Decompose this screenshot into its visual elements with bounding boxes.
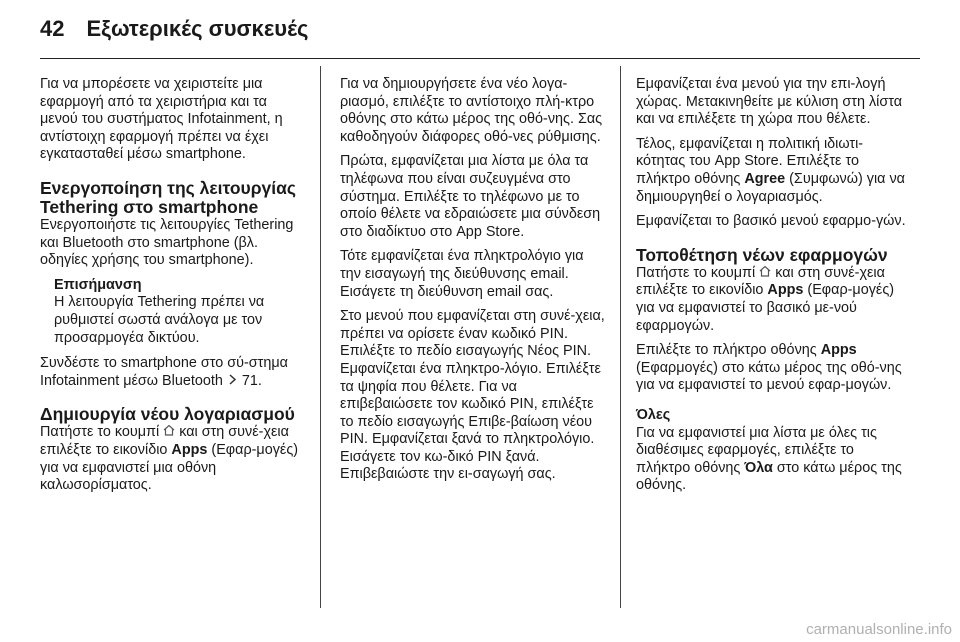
text-span: (Εφαρ-μογές) για να εμφανιστεί μια οθόνη καλωσορίσματος. [40, 441, 299, 494]
page-number: 42 [40, 16, 65, 41]
paragraph: Εμφανίζεται το βασικό μενού εφαρμο-γών. [636, 213, 906, 230]
text-span: Πατήστε το κουμπί [636, 264, 756, 281]
connect-text: Συνδέστε το smartphone στο σύ-στημα Infotainment μέσω Bluetooth [40, 355, 288, 389]
apps-label: Apps [767, 282, 804, 299]
text-span: Πατήστε το κουμπί [40, 424, 160, 441]
install-paragraph [636, 265, 906, 335]
text-span: στο κάτω μέρος της οθόνης. [636, 459, 902, 494]
apps-label: Apps [820, 342, 857, 359]
text-span: και στη συνέ-χεια επιλέξτε το εικονίδιο [40, 424, 289, 458]
text-span: (Εφαρ-μογές) για να εμφανιστεί το βασικό με-νού εφαρμογών. [636, 282, 895, 334]
tethering-heading: Ενεργοποίηση της λειτουργίας Tethering στο smartphone [40, 177, 296, 217]
note-title: Επισήμανση [54, 276, 142, 293]
page-reference-link[interactable]: 71. [241, 372, 262, 389]
chapter-title: Εξωτερικές συσκευές [86, 16, 309, 41]
intro-paragraph: Για να μπορέσετε να χειριστείτε μια εφαρμογή από τα χειριστήρια και τα μενού του συστήματος Infotainment, η αντίστοιχη εφαρμογή πρέπει να έχει εγκατασταθεί μέσω smartphone. [40, 76, 283, 163]
tethering-paragraph: Ενεργοποιήστε τις λειτουργίες Tethering και Bluetooth στο smartphone (βλ. οδηγίες χρήσης του smartphone). [40, 216, 294, 269]
column-divider-2 [620, 66, 621, 608]
install-apps-heading: Τοποθέτηση νέων εφαρμογών [636, 244, 888, 265]
paragraph: Στο μενού που εμφανίζεται στη συνέ-χεια, πρέπει να ορίσετε έναν κωδικό PIN. Επιλέξτε το πεδίο εισαγωγής Νέος PIN. Εμφανίζεται ένα πληκτρο-λόγιο. Επιλέξτε τα ψηφία που θέλετε. Για να επιβεβαιώσετε τον κωδικό PIN, επιλέξτε το πεδίο εισαγωγής Επιβε-βαίωση νέου PIN. Εμφανίζεται ξανά το πληκτρολόγιο. Εισάγετε τον κω-δικό PIN ξανά. Επιβεβαιώστε την ει-σαγωγή σας. [340, 308, 605, 483]
home-icon [759, 265, 771, 283]
apps-label: Apps [171, 441, 208, 458]
header-rule [40, 58, 920, 59]
all-label: Όλα [744, 459, 773, 476]
paragraph: Πρώτα, εμφανίζεται μια λίστα με όλα τα τηλέφωνα που είναι συζευγμένα στο σύστημα. Επιλέξτε το τηλέφωνο με το οποίο θέλετε να εδραιώσετε μια σύνδεση στο διαδίκτυο στο App Store. [340, 153, 601, 240]
column-1 [40, 76, 305, 502]
note-text: Η λειτουργία Tethering πρέπει να ρυθμιστεί σωστά ανάλογα με τον προσαρμογέα δικτύου. [54, 294, 265, 346]
paragraph: Τότε εμφανίζεται ένα πληκτρολόγιο για την εισαγωγή της διεύθυνσης email. Εισάγετε τη διεύθυνση email σας. [340, 248, 584, 300]
text-span: και στη συνέ-χεια επιλέξτε το εικονίδιο [636, 264, 885, 299]
text-span: (Συμφωνώ) για να δημιουργηθεί ο λογαριασμός. [636, 170, 906, 205]
new-account-heading: Δημιουργία νέου λογαριασμού [40, 404, 295, 425]
column-divider-1 [320, 66, 321, 608]
page-header [40, 16, 308, 42]
paragraph: Για να δημιουργήσετε ένα νέο λογα-ριασμό, επιλέξτε το αντίστοιχο πλή-κτρο οθόνης στο κάτω μέρος της οθό-νης. Σας καθοδηγούν διάφορες οθό-νες ρύθμισης. [340, 76, 603, 145]
column-2 [340, 76, 608, 491]
apps-button-paragraph [636, 342, 906, 395]
privacy-paragraph [636, 136, 906, 206]
watermark: carmanualsonline.info [806, 621, 952, 638]
text-span: Επιλέξτε το πλήκτρο οθόνης [636, 342, 817, 359]
all-heading: Όλες [636, 406, 671, 423]
text-span: (Εφαρμογές) στο κάτω μέρος της οθό-νης για να εμφανιστεί το μενού εφαρ-μογών. [636, 359, 902, 394]
all-paragraph [636, 425, 906, 495]
connect-paragraph [40, 355, 305, 390]
note-box [54, 277, 305, 347]
arrow-right-icon [227, 373, 238, 391]
text-span: Τέλος, εμφανίζεται η πολιτική ιδιωτι-κότητας του App Store. Επιλέξτε το πλήκτρο οθόνης [636, 135, 864, 187]
text-span: Για να εμφανιστεί μια λίστα με όλες τις διαθέσιμες εφαρμογές, επιλέξτε το πλήκτρο οθόνης [636, 424, 877, 476]
home-icon [163, 424, 175, 442]
column-3 [636, 76, 906, 502]
paragraph: Εμφανίζεται ένα μενού για την επι-λογή χώρας. Μετακινηθείτε με κύλιση στη λίστα και να επιλέξετε τη χώρα που θέλετε. [636, 76, 903, 128]
agree-label: Agree [744, 170, 786, 187]
new-account-paragraph [40, 424, 305, 494]
